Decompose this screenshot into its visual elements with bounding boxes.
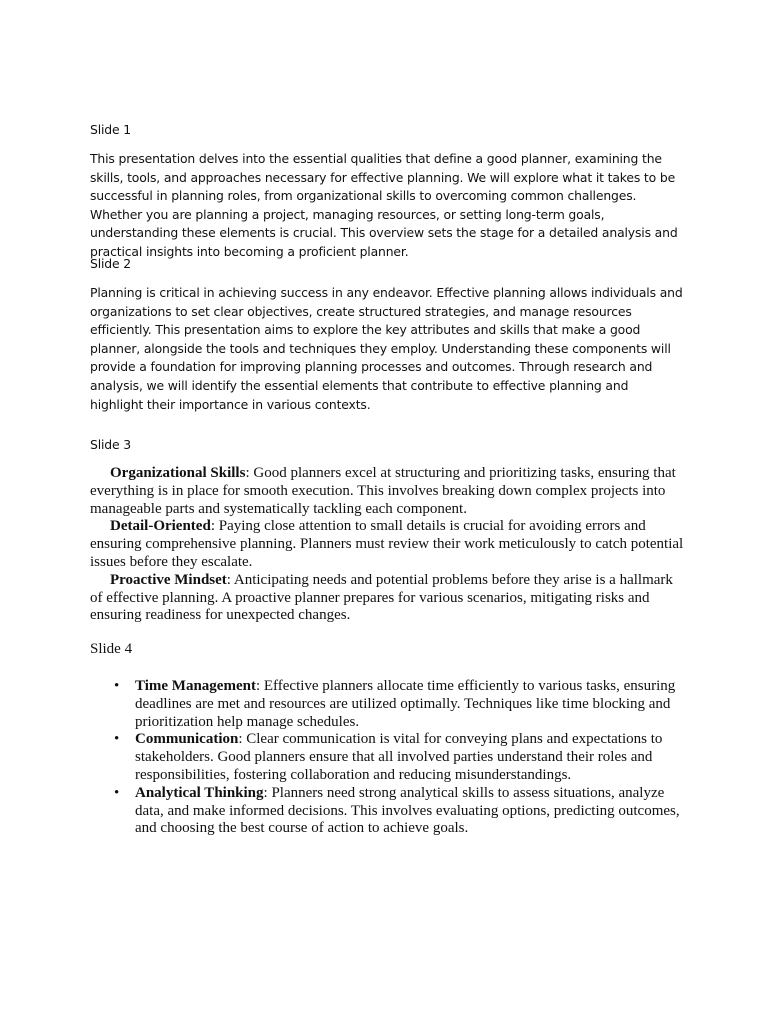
slide-2-paragraph: Planning is critical in achieving success in any endeavor. Effective planning allows individuals and organizations to set clear objectives, create structured strategies, and manage resources efficiently. This presentation aims to explore the key attributes and skills that make a good planner, alongside the tools and techniques they employ. Understanding these components will provide a foundation for improving planning processes and outcomes. Through research and analysis, we will identify the essential elements that contribute to effective planning and highlight their importance in various contexts. [90, 285, 683, 412]
slide-3-item-text: : Paying close attention to small details is crucial for avoiding errors and ensuring comprehensive planning. Planners must review their work meticulously to catch potential issues before they escalate. [90, 518, 684, 570]
slide-4-list-item [90, 678, 684, 731]
slide-4-list-item [90, 731, 684, 784]
slide-3-item-text: : Good planners excel at structuring and prioritizing tasks, ensuring that everything is in place for smooth execution. This involves breaking down complex projects into manageable parts and systematically tackling each component. [90, 465, 676, 517]
slide-2-heading: Slide 2 [90, 256, 132, 271]
slide-4-item-text: : Planners need strong analytical skills to assess situations, analyze data, and make informed decisions. This involves evaluating options, predicting outcomes, and choosing the best course of action to achieve goals. [135, 784, 680, 837]
slide-3-item [90, 518, 684, 571]
slide-3-item [90, 465, 684, 518]
bullet-icon: • [114, 731, 120, 748]
slide-4-heading: Slide 4 [90, 641, 133, 657]
slide-3-item-title: Detail-Oriented [110, 518, 211, 535]
slide-4-item-text: : Effective planners allocate time efficiently to various tasks, ensuring deadlines are met and resources are utilized optimally. Techniques like time blocking and prioritization help manage schedules. [135, 678, 676, 730]
slide-1-heading: Slide 1 [90, 122, 132, 137]
slide-4-item-title: Time Management [135, 678, 256, 694]
slide-3-item-title: Organizational Skills [110, 465, 246, 481]
slide-4-item-title: Analytical Thinking [135, 784, 264, 801]
slide-4-item-title: Communication [135, 731, 239, 748]
slide-4-list-item [90, 785, 684, 838]
slide-3-heading: Slide 3 [90, 437, 132, 452]
slide-3-item-text: : Anticipating needs and potential problems before they arise is a hallmark of effective planning. A proactive planner prepares for various scenarios, mitigating risks and ensuring readiness for unexpected changes. [90, 571, 673, 624]
slide-3-item-title: Proactive Mindset [110, 571, 227, 588]
bullet-icon: • [114, 678, 120, 694]
slide-3-item [90, 572, 684, 625]
bullet-icon: • [114, 784, 120, 801]
slide-1-paragraph: This presentation delves into the essential qualities that define a good planner, examining the skills, tools, and approaches necessary for effective planning. We will explore what it takes to be successful in planning roles, from organizational skills to overcoming common challenges. Whether you are planning a project, managing resources, or setting long-term goals, understanding these elements is crucial. This overview sets the stage for a detailed analysis and practical insights into becoming a proficient planner. [90, 151, 678, 259]
slide-4-item-text: : Clear communication is vital for conveying plans and expectations to stakeholders. Good planners ensure that all involved parties understand their roles and responsibilities, fostering collaboration and reducing misunderstandings. [135, 731, 663, 783]
slide-3-content [90, 465, 684, 625]
slide-4-bullet-list [90, 678, 684, 838]
